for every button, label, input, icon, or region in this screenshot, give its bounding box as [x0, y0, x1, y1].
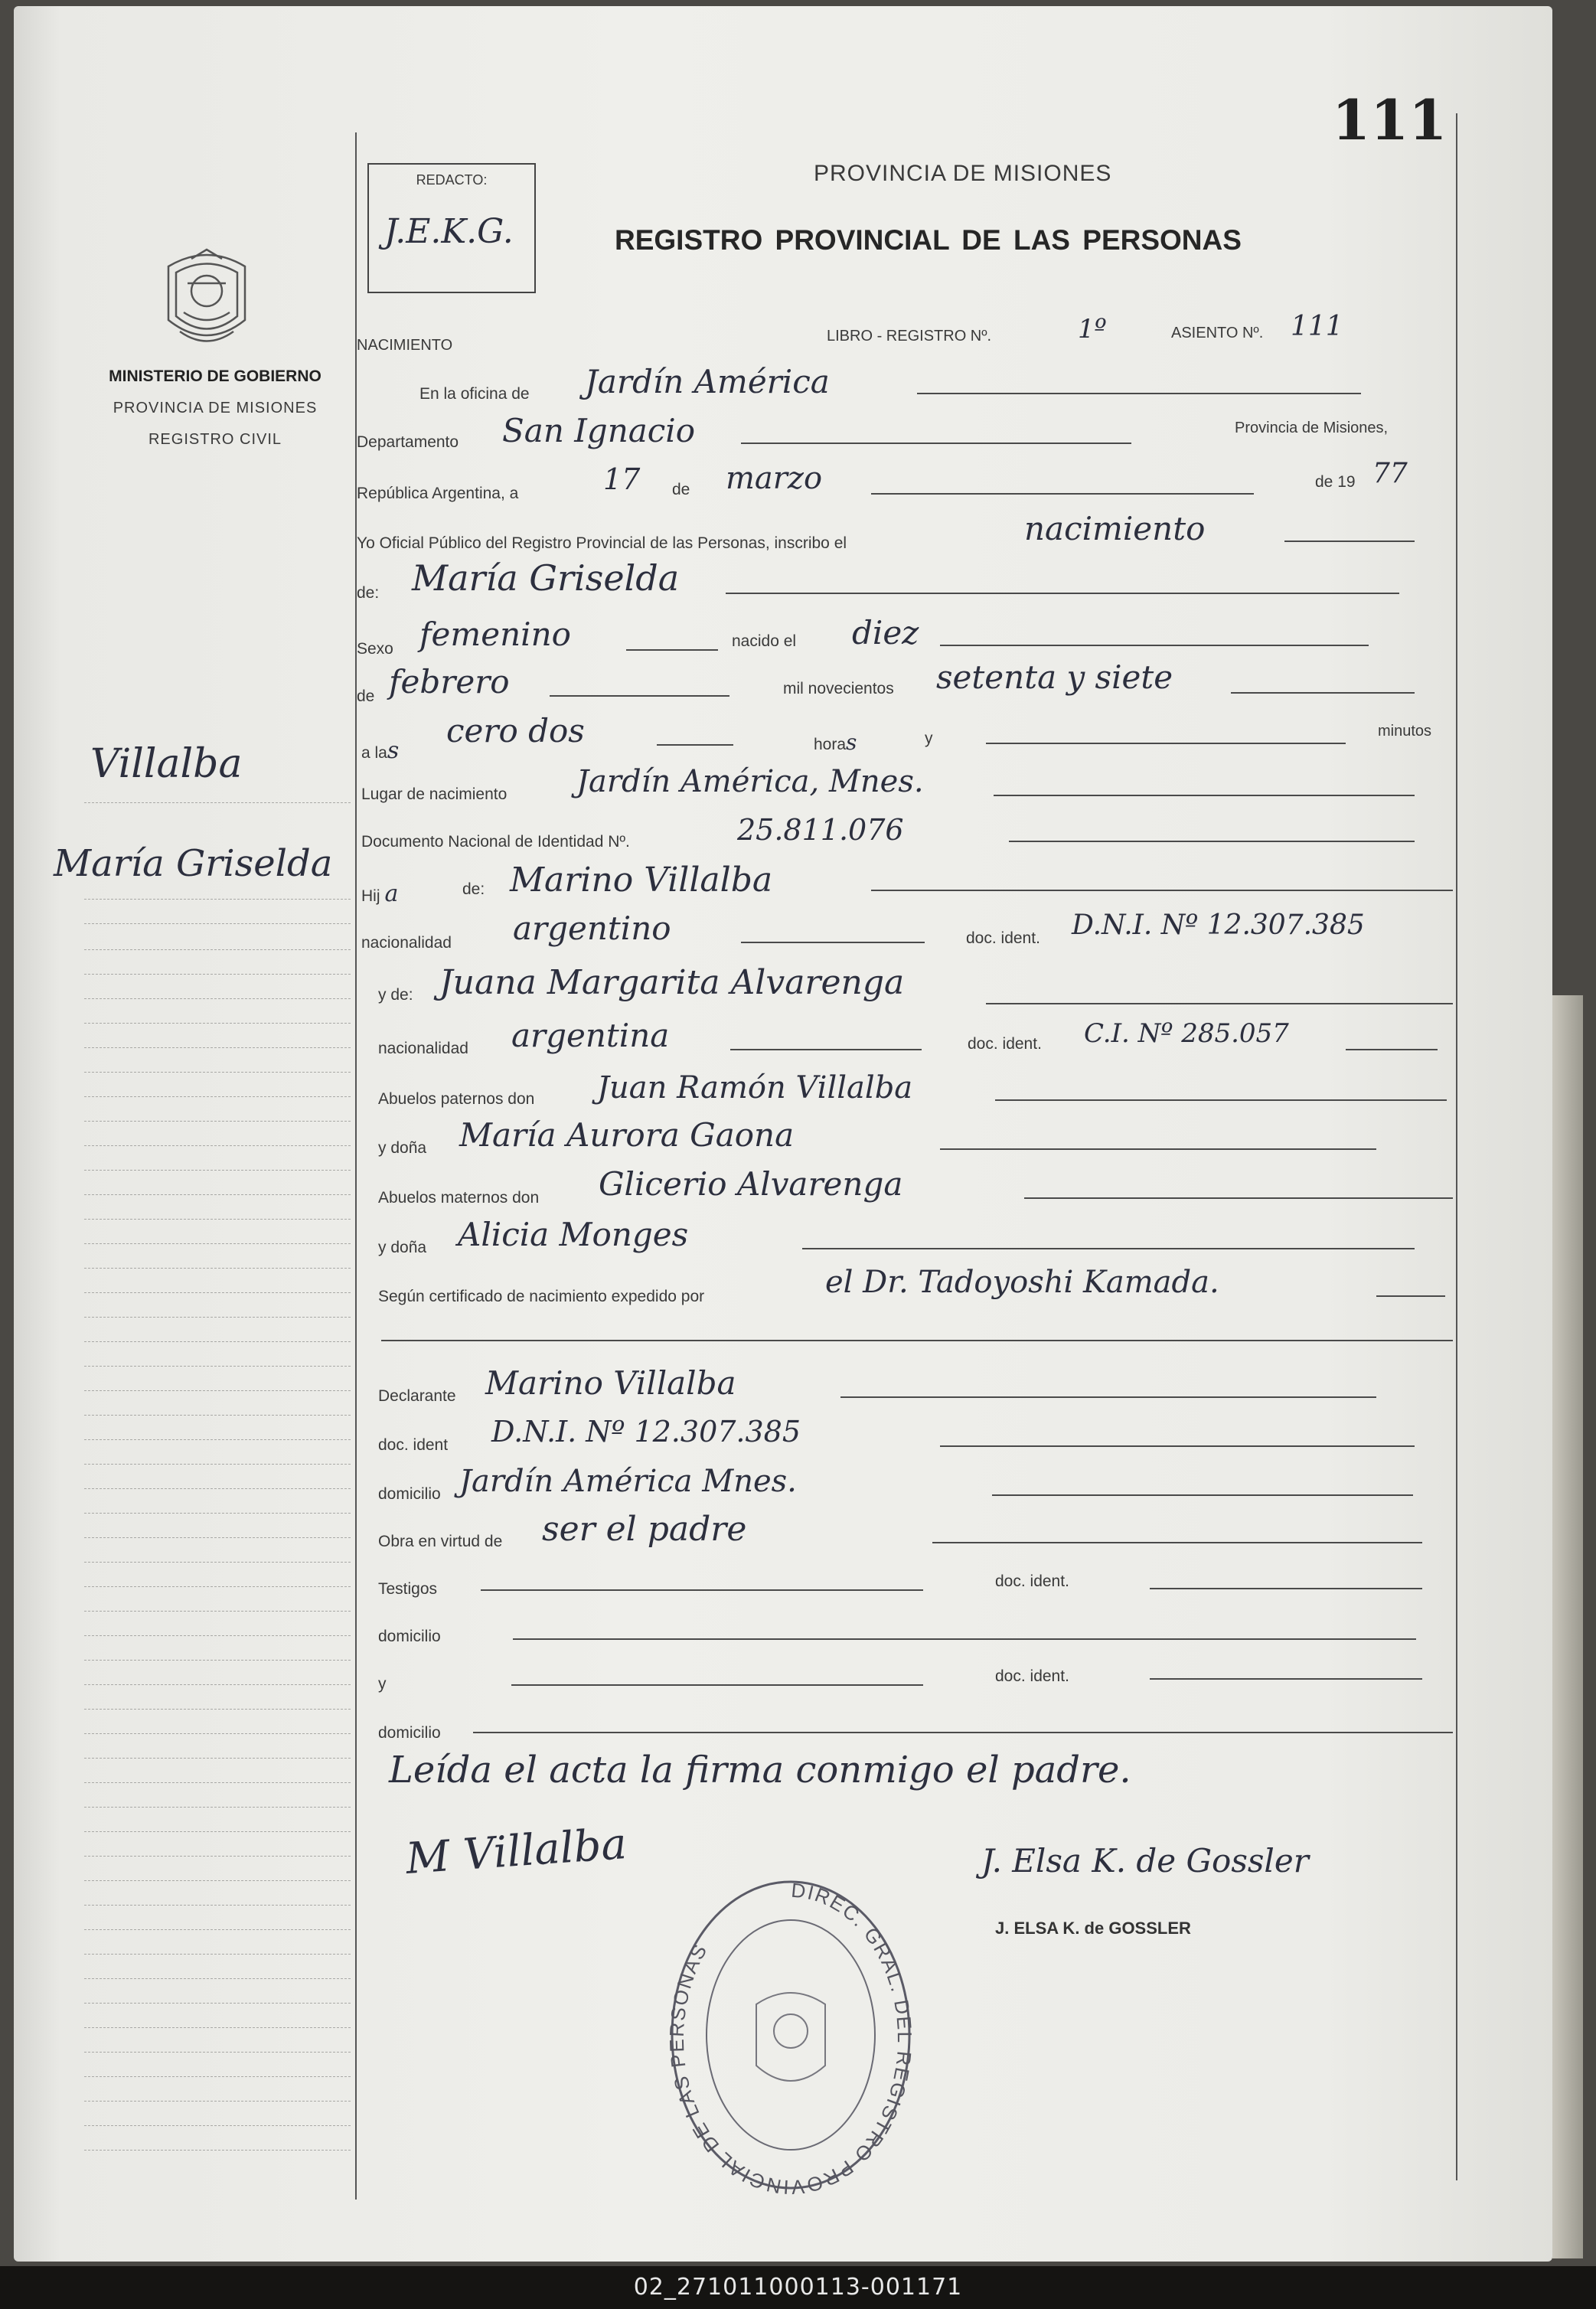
mother-doc: C.I. Nº 285.057: [1084, 1018, 1289, 1049]
testigo-1-domicilio-label: domicilio: [378, 1628, 441, 1645]
mother-fill-line: [986, 1003, 1453, 1004]
abuelos-paternos-label: Abuelos paternos don: [378, 1090, 535, 1108]
birth-year-words: setenta y siete: [936, 658, 1173, 696]
closing-statement: Leída el acta la firma conmigo el padre.: [389, 1749, 1131, 1791]
declarante-label: Declarante: [378, 1387, 456, 1405]
mother-nationality-label: nacionalidad: [378, 1040, 468, 1057]
declarante-signature: M Villalba: [404, 1819, 628, 1884]
abuela-materna: Alicia Monges: [458, 1216, 689, 1253]
testigo-2-domicilio-fill-line: [473, 1732, 1453, 1733]
lugar-fill-line: [994, 795, 1415, 796]
birth-hour: cero dos: [446, 712, 585, 750]
libro-label: LIBRO - REGISTRO Nº.: [827, 328, 992, 345]
birth-year-fill-line: [1231, 692, 1415, 694]
father-doc-label: doc. ident.: [966, 929, 1040, 947]
y-dona-1-label: y doña: [378, 1139, 427, 1157]
mother-nationality-fill-line: [730, 1049, 922, 1050]
year-prefix: de 19: [1315, 473, 1356, 491]
departamento-fill-line: [741, 443, 1131, 444]
oficial-fill-line: [1284, 541, 1415, 542]
page-title: REGISTRO PROVINCIAL DE LAS PERSONAS: [615, 224, 1242, 256]
oficina-fill-line: [917, 393, 1361, 394]
libro-value: 1º: [1078, 314, 1107, 345]
registration-day: 17: [603, 462, 641, 496]
record-type: NACIMIENTO: [357, 337, 453, 354]
book-edge: [1552, 995, 1583, 2258]
father-name: Marino Villalba: [510, 861, 773, 900]
declarante-doc-fill-line: [940, 1445, 1415, 1447]
name-fill-line: [726, 593, 1399, 594]
registrant-name: María Griselda: [412, 557, 680, 599]
redacto-box: [367, 163, 536, 293]
official-name-stamp: J. ELSA K. de GOSSLER: [995, 1919, 1191, 1938]
register-page: [14, 6, 1552, 2262]
obra-value: ser el padre: [542, 1510, 747, 1549]
testigo-1-fill-line: [481, 1589, 923, 1591]
margin-note-surname: Villalba: [90, 741, 243, 787]
ministry-province: PROVINCIA DE MISIONES: [113, 400, 318, 416]
y-dona-2-label: y doña: [378, 1239, 427, 1256]
obra-label: Obra en virtud de: [378, 1533, 503, 1550]
hora-prefix: a las: [361, 737, 400, 764]
provincia-suffix: Provincia de Misiones,: [1235, 420, 1389, 436]
abuela-paterna: María Aurora Gaona: [459, 1116, 795, 1154]
testigo-2-doc-fill-line: [1150, 1678, 1422, 1680]
father-nationality: argentino: [513, 910, 671, 947]
sexo-value: femenino: [419, 616, 571, 653]
abuelo-paterno: Juan Ramón Villalba: [597, 1070, 913, 1106]
dni-value: 25.811.076: [737, 813, 904, 847]
testigo-1-doc-label: doc. ident.: [995, 1573, 1069, 1590]
header-province: PROVINCIA DE MISIONES: [814, 161, 1112, 186]
y-de-label: y de:: [378, 986, 413, 1004]
asiento-label: ASIENTO Nº.: [1171, 325, 1264, 341]
ministry-registry: REGISTRO CIVIL: [148, 431, 282, 448]
declarante-domicilio-fill-line: [992, 1494, 1413, 1496]
sexo-fill-line: [626, 649, 718, 651]
minutes-fill-line: [986, 743, 1346, 744]
provincial-seal-icon: [153, 236, 260, 358]
asiento-value: 111: [1291, 311, 1343, 342]
declarante-domicilio-label: domicilio: [378, 1485, 441, 1503]
hij-label: Hij a: [361, 880, 399, 907]
minutos-label: minutos: [1378, 723, 1432, 740]
abuela-materna-fill-line: [802, 1248, 1415, 1249]
lugar-label: Lugar de nacimiento: [361, 785, 508, 803]
page-number: 111: [1332, 87, 1447, 152]
year-suffix: 77: [1372, 458, 1408, 489]
inscribe-value: nacimiento: [1024, 510, 1206, 547]
image-caption: 02_271011000113-001171: [633, 2274, 963, 2301]
official-seal-stamp-icon: [664, 1874, 917, 2196]
abuelo-materno: Glicerio Alvarenga: [599, 1165, 903, 1203]
republica-label: República Argentina, a: [357, 485, 519, 502]
nacido-fill-line: [940, 645, 1369, 646]
abuela-paterna-fill-line: [940, 1148, 1376, 1150]
certificado-label: Según certificado de nacimiento expedido por: [378, 1288, 705, 1305]
father-nationality-fill-line: [741, 942, 925, 943]
mother-name: Juana Margarita Alvarenga: [439, 963, 905, 1002]
declarante-doc: D.N.I. Nº 12.307.385: [491, 1415, 801, 1448]
abuelos-maternos-label: Abuelos maternos don: [378, 1189, 540, 1207]
departamento-label: Departamento: [357, 433, 459, 451]
testigo-2-domicilio-label: domicilio: [378, 1724, 441, 1742]
hij-de-label: de:: [462, 880, 485, 898]
obra-fill-line: [932, 1542, 1422, 1543]
testigo-1-doc-fill-line: [1150, 1588, 1422, 1589]
margin-note-given-names: María Griselda: [54, 842, 333, 885]
hora-fill-line: [657, 744, 733, 746]
abuelo-paterno-fill-line: [995, 1099, 1447, 1101]
official-signature: J. Elsa K. de Gossler: [981, 1842, 1309, 1880]
certificado-fill-line: [1376, 1295, 1445, 1297]
testigos-label: Testigos: [378, 1580, 438, 1598]
testigo-2-doc-label: doc. ident.: [995, 1667, 1069, 1685]
father-doc: D.N.I. Nº 12.307.385: [1072, 910, 1365, 941]
nacido-label: nacido el: [732, 632, 797, 650]
declarante-name: Marino Villalba: [485, 1364, 736, 1402]
right-border-line: [1456, 113, 1457, 2180]
mother-doc-fill-line: [1346, 1049, 1438, 1050]
dni-label: Documento Nacional de Identidad Nº.: [361, 833, 630, 851]
mil-novecientos-label: mil novecientos: [783, 680, 894, 697]
oficial-text: Yo Oficial Público del Registro Provincial de las Personas, inscribo el: [357, 534, 847, 552]
declarante-domicilio: Jardín América Mnes.: [459, 1464, 797, 1499]
mother-doc-label: doc. ident.: [968, 1035, 1042, 1053]
de-month-label: de: [357, 687, 375, 705]
abuelo-materno-fill-line: [1024, 1197, 1453, 1199]
testigo-2-fill-line: [511, 1684, 923, 1686]
oficina-label: En la oficina de: [419, 385, 530, 403]
registration-month: marzo: [726, 461, 823, 496]
certificado-value: el Dr. Tadoyoshi Kamada.: [825, 1265, 1219, 1300]
redacto-initials: J.E.K.G.: [384, 212, 514, 251]
y-label: y: [925, 730, 933, 747]
declarante-fill-line: [840, 1396, 1376, 1398]
de-name-label: de:: [357, 584, 380, 602]
dni-fill-line: [1009, 841, 1415, 842]
declarante-doc-label: doc. ident: [378, 1436, 449, 1454]
testigo-2-label: y: [378, 1675, 387, 1693]
birth-month-fill-line: [550, 695, 729, 697]
father-nationality-label: nacionalidad: [361, 934, 452, 952]
official-seal-text: DIREC. GRAL. DEL REGISTRO PROVINCIAL DE LAS PERSONAS: [664, 1878, 916, 2196]
certificado-second-line: [381, 1340, 1453, 1341]
ministry-label: MINISTERIO DE GOBIERNO: [109, 367, 321, 385]
svg-text:DIREC. GRAL. DEL REGISTRO PROV: [665, 1879, 916, 2196]
redacto-label: REDACTO:: [416, 172, 488, 188]
sexo-label: Sexo: [357, 640, 393, 658]
father-fill-line: [871, 890, 1453, 891]
birth-place: Jardín América, Mnes.: [576, 764, 924, 799]
testigo-1-domicilio-fill-line: [513, 1638, 1416, 1640]
hora-label: horas: [814, 730, 857, 755]
oficina-value: Jardín América: [585, 363, 830, 400]
mother-nationality: argentina: [511, 1017, 670, 1054]
date-fill-line: [871, 493, 1254, 495]
departamento-value: San Ignacio: [502, 412, 696, 449]
birth-day: diez: [852, 614, 919, 652]
de-label: de: [672, 481, 690, 498]
birth-month: febrero: [389, 663, 510, 701]
